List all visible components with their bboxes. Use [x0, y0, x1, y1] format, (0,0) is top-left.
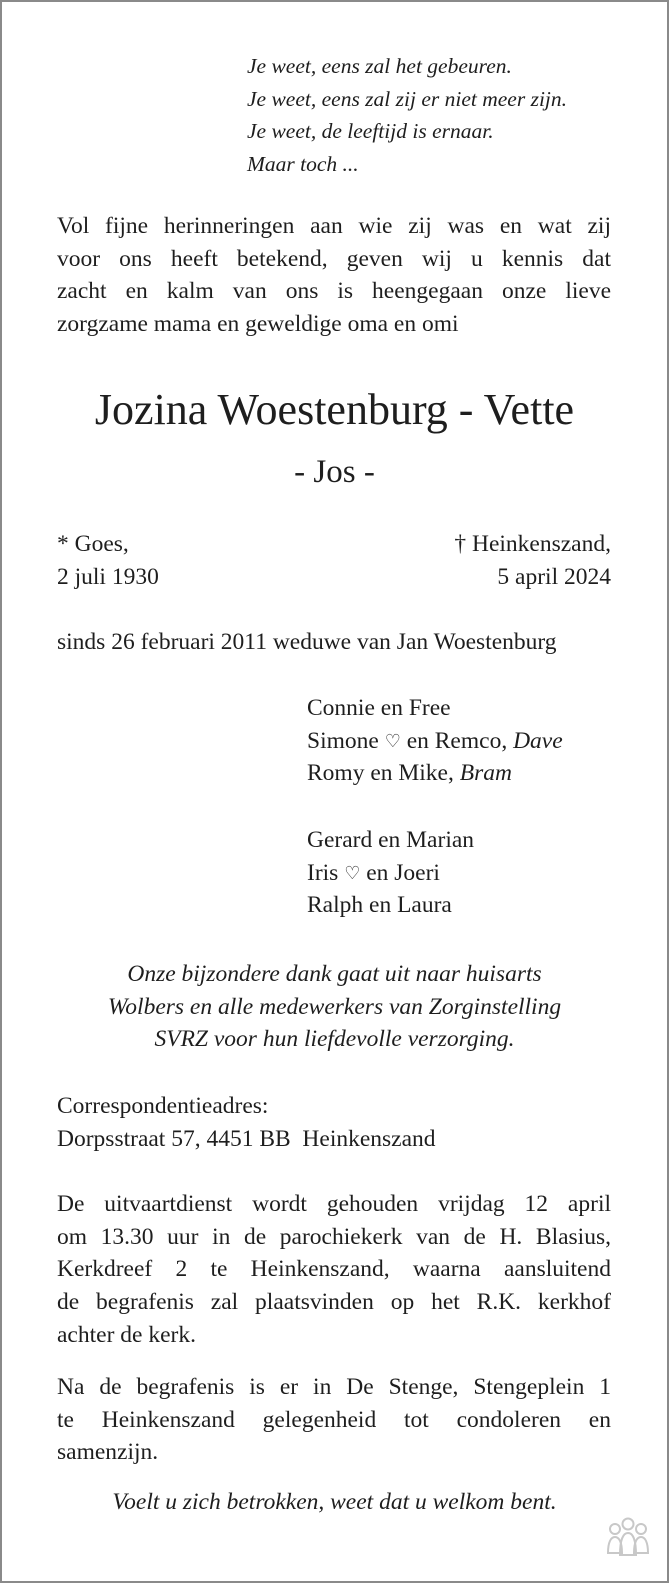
intro-line: Vol fijne herinneringen aan wie zij was en wat zij: [57, 213, 611, 239]
birth-info: [57, 528, 159, 593]
service-line: de begrafenis zal plaatsvinden op het R.K. kerkhof: [57, 1289, 611, 1316]
closing-line: Voelt u zich betrokken, weet dat u welkom bent.: [112, 1489, 557, 1515]
widow-line: sinds 26 februari 2011 weduwe van Jan Woestenburg: [57, 629, 557, 655]
family-line: [307, 757, 563, 790]
family-name: en Remco,: [406, 727, 508, 754]
intro-text: [57, 210, 611, 341]
service-line: achter de kerk.: [57, 1321, 196, 1348]
family-line: [307, 857, 474, 890]
family-line: Connie en Free: [307, 695, 451, 721]
correspondence-address: [57, 1090, 436, 1155]
heart-outline-icon: ♡: [344, 862, 361, 883]
grandchild-name: Dave: [513, 727, 563, 754]
service-line: De uitvaartdienst wordt gehouden vrijdag 12 april: [57, 1191, 611, 1217]
family-name: Simone: [307, 727, 379, 754]
poem-line: Je weet, eens zal het gebeuren.: [247, 54, 512, 78]
family-name: en Joeri: [366, 859, 440, 886]
service-line: Kerkdreef 2 te Heinkenszand, waarna aansluitend: [57, 1256, 611, 1283]
family-name: Iris: [307, 859, 339, 886]
intro-line: zorgzame mama en geweldige oma en omi: [57, 311, 459, 338]
family-group-2: [307, 824, 474, 922]
family-line: Ralph en Laura: [307, 892, 452, 919]
thanks-line: Onze bijzondere dank gaat uit naar huisarts: [127, 961, 542, 987]
family-group-1: [307, 692, 563, 790]
funeral-service-info: [57, 1188, 611, 1351]
death-place: † Heinkenszand,: [454, 531, 611, 557]
family-line: [307, 725, 563, 758]
thanks-line: Wolbers en alle medewerkers van Zorginstelling: [107, 993, 562, 1020]
thanks-text: [2, 958, 667, 1056]
death-date: 5 april 2024: [497, 563, 611, 590]
poem-line: Maar toch ...: [247, 152, 359, 177]
condolence-line: samenzijn.: [57, 1439, 159, 1466]
deceased-nickname: - Jos -: [294, 454, 375, 490]
service-line: om 13.30 uur in de parochiekerk van de H. Blasius,: [57, 1223, 611, 1250]
family-line: Gerard en Marian: [307, 827, 475, 853]
death-info: [454, 528, 611, 593]
condolence-line: te Heinkenszand gelegenheid tot condoleren en: [57, 1406, 611, 1433]
heart-outline-icon: ♡: [384, 730, 401, 751]
thanks-line: SVRZ voor hun liefdevolle verzorging.: [154, 1026, 515, 1053]
intro-line: voor ons heeft betekend, geven wij u kennis dat: [57, 245, 611, 272]
condolence-info: [57, 1371, 611, 1469]
deceased-name: Jozina Woestenburg - Vette: [94, 385, 575, 434]
condolence-line: Na de begrafenis is er in De Stenge, Stengeplein 1: [57, 1374, 611, 1400]
address: Dorpsstraat 57, 4451 BB Heinkenszand: [57, 1125, 436, 1152]
poem-line: Je weet, de leeftijd is ernaar.: [247, 119, 494, 144]
birth-date: 2 juli 1930: [57, 563, 159, 590]
birth-place: * Goes,: [57, 531, 129, 557]
poem: [247, 50, 567, 181]
family-name: Romy en Mike,: [307, 760, 454, 787]
poem-line: Je weet, eens zal zij er niet meer zijn.: [247, 86, 568, 111]
people-group-logo: [605, 1515, 651, 1561]
correspondence-label: Correspondentieadres:: [57, 1093, 269, 1119]
grandchild-name: Bram: [459, 760, 512, 787]
intro-line: zacht en kalm van ons is heengegaan onze lieve: [57, 278, 611, 305]
